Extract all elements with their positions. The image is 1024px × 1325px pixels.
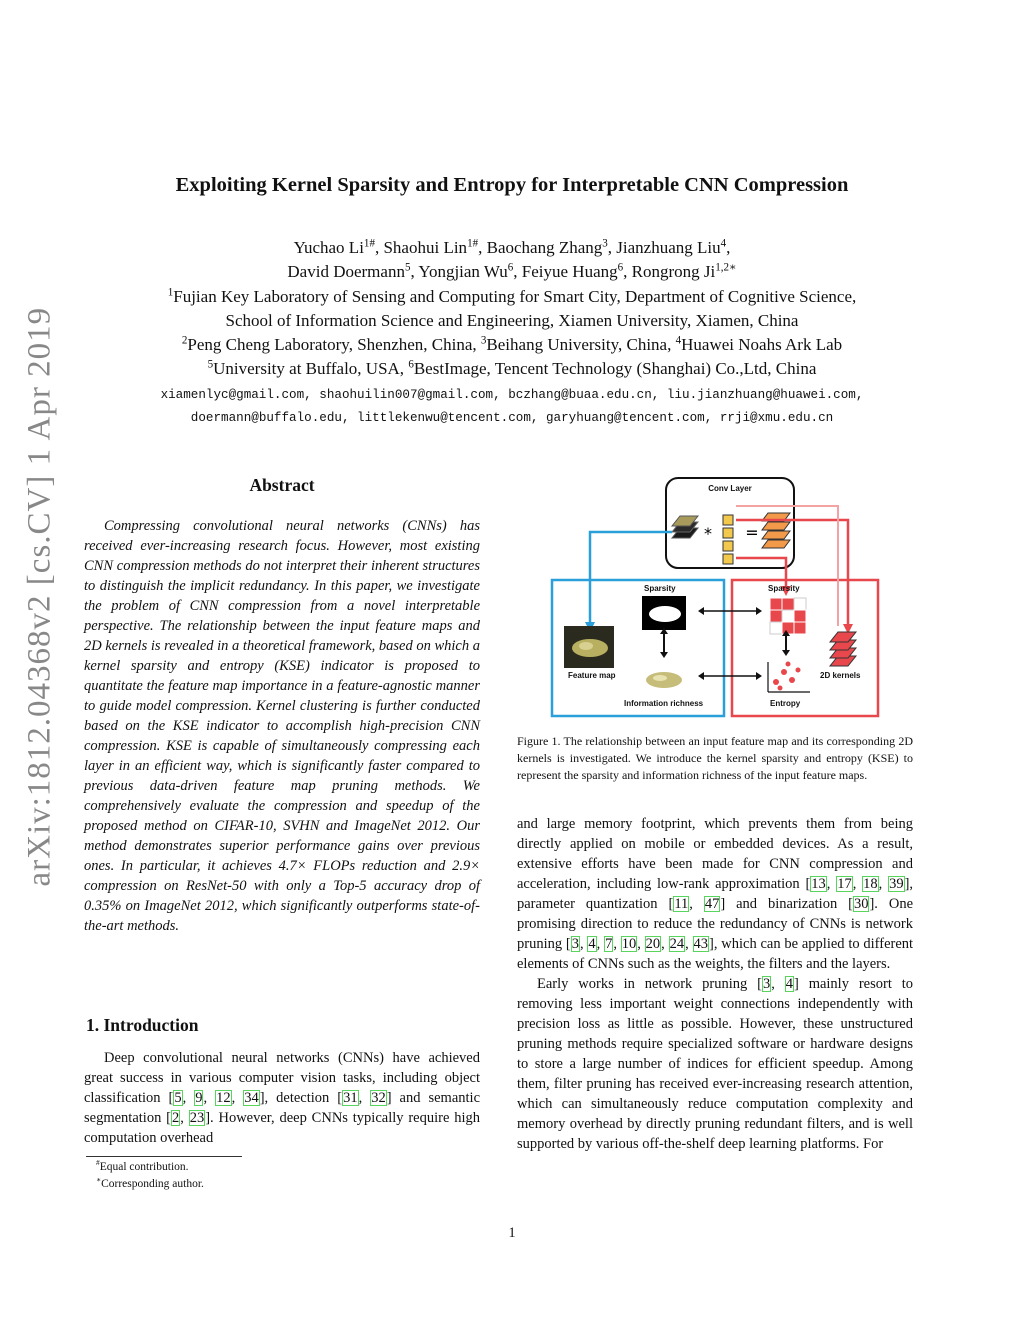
email-line-1: xiamenlyc@gmail.com, shaohuilin007@gmail.com, bczhang@buaa.edu.cn, liu.jianzhuang@huawei.com, [160,388,864,402]
paper-title: Exploiting Kernel Sparsity and Entropy for Interpretable CNN Compression [175,174,849,196]
citation-link[interactable]: 12 [216,1090,231,1106]
author-line-1: Yuchao $Li^{1\#}$, Shaohui Lin$^{1\#}$, Baochang Zhang$^3$, Jianzhuang Liu$^4$, [293,237,731,257]
sparsity-mask-image [642,596,686,630]
citation-link[interactable]: 7 [605,936,613,952]
citation-link[interactable]: 43 [693,936,709,952]
footnote-rule [86,1156,242,1157]
arxiv-sidebar-id: arXiv:1812.04368v2 [cs.CV] 1 Apr 2019 [21,306,58,887]
right-paragraph-1: and large memory footprint, which prevents them from being directly applied on mobile or embedded devices. As a result, extensive efforts have been made for CNN compression and acceleration, including low-rank approximation [13, 17, 18, 39], parameter quantization [11, 47] and binarization [30]. One promising direction to reduce the redundancy of CNNs is network pruning [3, 4, 7, 10, 20, 24, 43], which can be applied to different elements of CNNs such as the weights, the filters and the layers. [517,816,914,972]
sparsity-label-left: Sparsity [644,584,676,593]
sparsity-label-right: Sparsity [768,584,800,593]
information-richness-image [646,672,682,688]
right-column-body [517,814,913,1154]
citation-link[interactable]: 39 [889,876,904,892]
entropy-label: Entropy [770,699,801,708]
feature-map-label: Feature map [568,671,616,680]
sparsity-grid-icon [770,598,806,634]
figure-1-caption: Figure 1. The relationship between an input feature map and its corresponding 2D kernels is investigated. We introduce the kernel sparsity and entropy (KSE) to represent the sparsity and information richness of the input feature maps. [517,734,913,782]
citation-link[interactable]: 13 [811,876,826,892]
information-richness-label: Information richness [624,699,704,708]
footnote-equal-contribution: #Equal contribution. [96,1158,189,1173]
citation-link[interactable]: 11 [674,896,689,912]
citation-link[interactable]: 10 [621,936,637,952]
figure-1-diagram [548,476,882,720]
affiliation-line-3: $^2$Peng Cheng Laboratory, Shenzhen, China, $^3$Beihang University, China, $^4$Huawei Noahs Ark Lab [181,334,843,354]
email-line-2: doermann@buffalo.edu, littlekenwu@tencent.com, garyhuang@tencent.com, rrji@xmu.edu.cn [190,411,834,425]
equals-operator: = [745,523,759,542]
affiliation-line-2: School of Information Science and Engineering, Xiamen University, Xiamen, China [225,311,799,330]
conv-layer-label: Conv Layer [708,484,752,493]
introduction-body [84,1048,480,1148]
citation-link[interactable]: 3 [762,976,771,992]
kernels-2d-label: 2D kernels [820,671,861,680]
abstract-paragraph: Compressing convolutional neural networks (CNNs) has received ever-increasing research focus. However, most existing CNN compression methods do not interpret their inherent structures to distinguish the implicit redundancy. In this paper, we investigate the problem of CNN compression from a novel interpretable perspective. The relationship between the input feature maps and 2D kernels is revealed in a theoretical framework, based on which a kernel sparsity and entropy (KSE) indicator is proposed to quantitate the feature map importance in a feature-agnostic manner to guide model compression. Kernel clustering is further conducted based on the KSE indicator to accomplish high-precision CNN compression. KSE is capable of simultaneously compressing each layer in an efficient way, which is significantly faster compared to previous data-driven feature map pruning methods. We comprehensively evaluate the compression and speedup of the proposed method on CIFAR-10, SVHN and ImageNet 2012. Our method demonstrates superior performance gains over previous ones. In particular, it achieves 4.7× FLOPs reduction and 2.9× compression on ResNet-50 with only a Top-5 accuracy drop of 0.35% on ImageNet 2012, which significantly outperforms state-of-the-art methods. [84,518,480,934]
citation-link[interactable]: 30 [853,896,869,912]
citation-link[interactable]: 31 [343,1090,358,1106]
kernels-2d-stack-icon [830,632,856,666]
citation-link[interactable]: 3 [571,936,579,952]
entropy-scatter-icon [768,662,810,693]
feature-map-image [564,626,614,668]
citation-link[interactable]: 47 [704,896,720,912]
abstract-heading: Abstract [249,475,315,495]
output-feature-stack-icon [762,513,790,548]
affiliation-line-1: $^1$Fujian Key Laboratory of Sensing and Computing for Smart City, Department of Cognitive Science, [167,286,857,306]
citation-link[interactable]: 24 [669,936,685,952]
author-line-2: David Doermann$^5$, Yongjian Wu$^6$, Feiyue Huang$^6$, Rongrong $Ji^{1,2∗}$ [287,261,737,281]
page-number: 1 [508,1225,516,1241]
citation-link[interactable]: 4 [588,936,596,952]
citation-link[interactable]: 5 [174,1090,182,1106]
citation-link[interactable]: 4 [785,976,793,992]
right-paragraph-2: Early works in network pruning [3, 4] mainly resort to removing less important weight connections independently with precision loss as little as possible. However, these unstructured pruning methods require specialized software or hardware designs to store a large number of indices for efficient speedup. Among them, filter pruning has received ever-increasing research attention, which can simultaneously reduce computation complexity and memory overhead by directly pruning redundant filters, and is well supported by various off-the-shelf deep learning platforms. For [517,976,914,1152]
citation-link[interactable]: 20 [645,936,661,952]
citation-link[interactable]: 23 [189,1110,205,1126]
footnote-corresponding-author: ∗Corresponding author. [96,1175,204,1190]
citation-link[interactable]: 2 [171,1110,180,1126]
intro-paragraph: Deep convolutional neural networks (CNNs) have achieved great success in various computer vision tasks, including object classification [5, 9, 12, 34], detection [31, 32] and semantic segmentation [2, 23]. However, deep CNNs typically require high computation overhead [84,1050,481,1146]
citation-link[interactable]: 34 [244,1090,259,1106]
citation-link[interactable]: 9 [195,1090,203,1106]
convolution-operator: * [704,524,712,543]
abstract-body [84,516,480,936]
introduction-heading: 1. Introduction [86,1015,199,1035]
affiliation-line-4: $^5$University at Buffalo, USA, $^6$BestImage, Tencent Technology (Shanghai) Co.,Ltd, China [207,358,817,378]
citation-link[interactable]: 32 [371,1090,386,1106]
citation-link[interactable]: 18 [863,876,878,892]
citation-link[interactable]: 17 [837,876,852,892]
